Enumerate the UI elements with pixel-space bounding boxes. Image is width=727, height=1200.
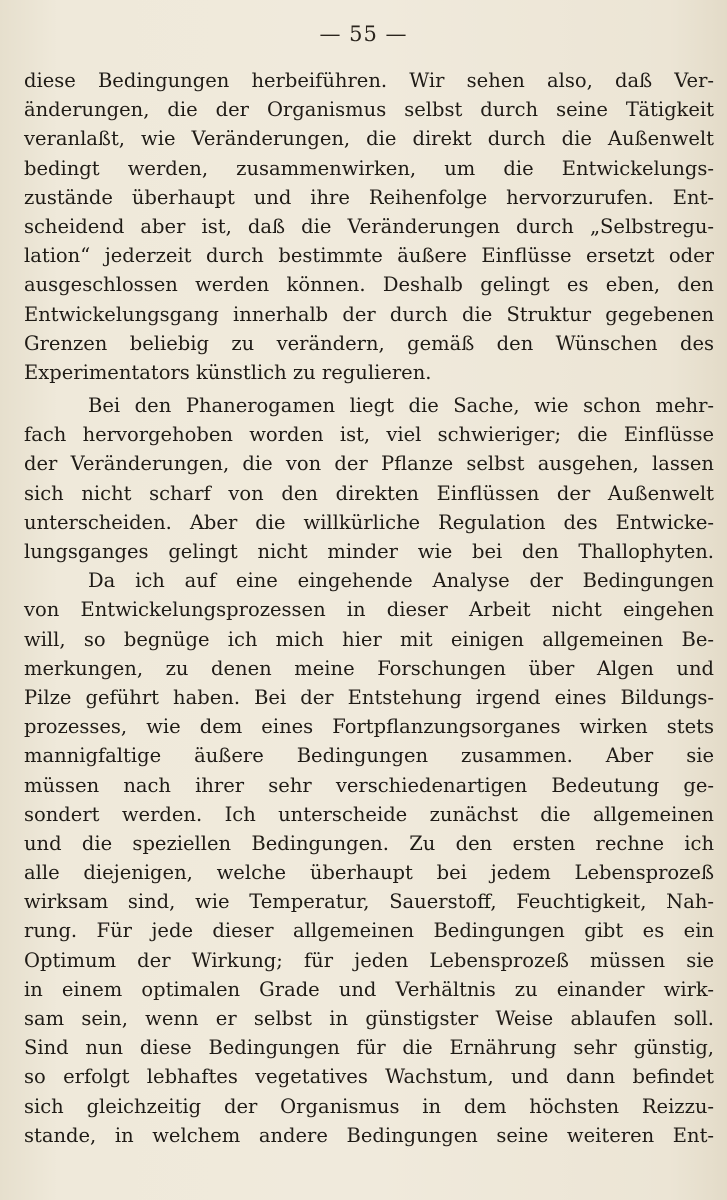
text-line: sich gleichzeitig der Organismus in dem höchsten Reizzu-	[24, 1094, 714, 1118]
text-line: Optimum der Wirkung; für jeden Lebensprozeß müssen sie	[24, 948, 714, 972]
paragraph-start-line: Da ich auf eine eingehende Analyse der Bedingungen	[88, 569, 714, 593]
text-line: rung. Für jede dieser allgemeinen Bedingungen gibt es ein	[24, 919, 714, 943]
text-line: scheidend aber ist, daß die Veränderungen durch „Selbstregu-	[24, 214, 714, 238]
text-line: Grenzen beliebig zu verändern, gemäß den Wünschen des	[24, 331, 714, 355]
text-line: wirksam sind, wie Temperatur, Sauerstoff, Feuchtigkeit, Nah-	[24, 890, 714, 914]
paragraph-start-line: Bei den Phanerogamen liegt die Sache, wie schon mehr-	[88, 394, 714, 418]
text-line: fach hervorgehoben worden ist, viel schwieriger; die Einflüsse	[24, 423, 714, 447]
text-line: sich nicht scharf von den direkten Einflüssen der Außenwelt	[24, 481, 714, 505]
text-line: veranlaßt, wie Veränderungen, die direkt durch die Außenwelt	[24, 127, 714, 151]
text-line: stande, in welchem andere Bedingungen seine weiteren Ent-	[24, 1123, 714, 1147]
text-line: Pilze geführt haben. Bei der Entstehung irgend eines Bildungs-	[24, 685, 714, 709]
paragraph-end-line: Experimentators künstlich zu regulieren.	[24, 360, 432, 384]
text-line: von Entwickelungsprozessen in dieser Arbeit nicht eingehen	[24, 598, 714, 622]
text-line: zustände überhaupt und ihre Reihenfolge hervorzurufen. Ent-	[24, 185, 714, 209]
text-line: sondert werden. Ich unterscheide zunächst die allgemeinen	[24, 802, 714, 826]
paragraph-end-line: lungsganges gelingt nicht minder wie bei den Thallophyten.	[24, 540, 714, 563]
text-line: müssen nach ihrer sehr verschiedenartigen Bedeutung ge-	[24, 773, 714, 797]
text-line: will, so begnüge ich mich hier mit einigen allgemeinen Be-	[24, 627, 714, 651]
page-number: — 55 —	[319, 22, 408, 46]
text-line: bedingt werden, zusammenwirken, um die Entwickelungs-	[24, 156, 714, 180]
text-line: in einem optimalen Grade und Verhältnis zu einander wirk-	[24, 977, 714, 1001]
text-line: so erfolgt lebhaftes vegetatives Wachstum, und dann befindet	[24, 1065, 714, 1089]
text-line: sam sein, wenn er selbst in günstigster Weise ablaufen soll.	[24, 1007, 714, 1030]
body-text	[24, 66, 714, 1150]
text-line: Sind nun diese Bedingungen für die Ernährung sehr günstig,	[24, 1036, 714, 1060]
text-line: merkungen, zu denen meine Forschungen über Algen und	[24, 656, 714, 680]
text-line: alle diejenigen, welche überhaupt bei jedem Lebensprozeß	[24, 861, 714, 885]
text-line: Entwickelungsgang innerhalb der durch die Struktur gegebenen	[24, 302, 714, 326]
text-line: prozesses, wie dem eines Fortpflanzungsorganes wirken stets	[24, 715, 714, 739]
text-line: lation“ jederzeit durch bestimmte äußere Einflüsse ersetzt oder	[24, 244, 714, 268]
text-line: änderungen, die der Organismus selbst durch seine Tätigkeit	[24, 98, 714, 122]
text-line: und die speziellen Bedingungen. Zu den ersten rechne ich	[24, 831, 714, 855]
text-line: diese Bedingungen herbeiführen. Wir sehen also, daß Ver-	[24, 69, 714, 92]
text-line: unterscheiden. Aber die willkürliche Regulation des Entwicke-	[24, 510, 714, 534]
text-line: mannigfaltige äußere Bedingungen zusammen. Aber sie	[24, 744, 714, 768]
text-line: ausgeschlossen werden können. Deshalb gelingt es eben, den	[24, 273, 714, 297]
text-line: der Veränderungen, die von der Pflanze selbst ausgehen, lassen	[24, 452, 714, 476]
